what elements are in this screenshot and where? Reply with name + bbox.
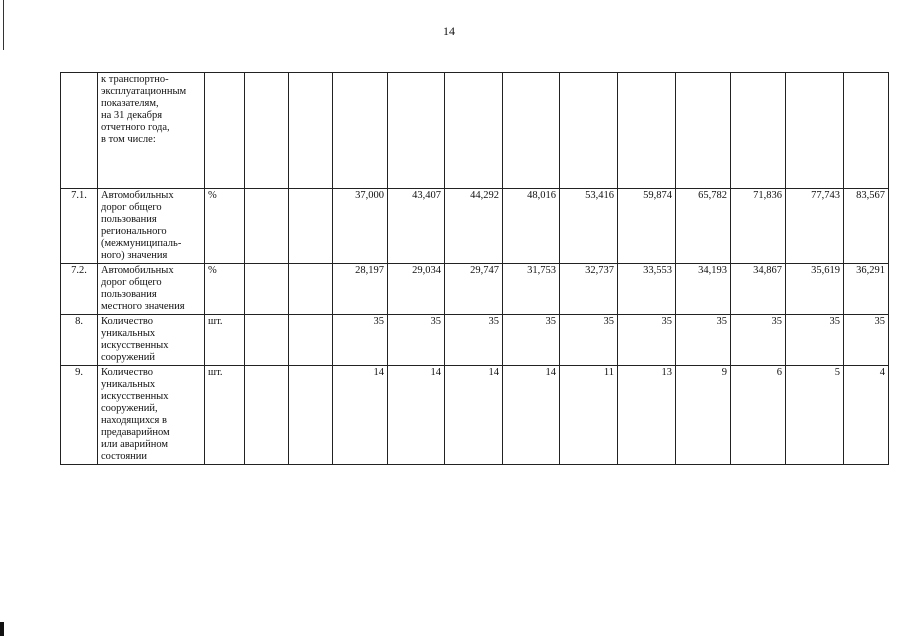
row-index-cell-text: 7.2. <box>71 265 87 276</box>
value-cell <box>289 264 333 315</box>
value-cell <box>503 189 560 264</box>
value-cell <box>786 264 844 315</box>
row-name-cell <box>98 315 205 366</box>
row-index-cell <box>61 366 98 465</box>
value-cell <box>560 315 618 366</box>
value-cell-text: 35 <box>545 316 556 327</box>
value-cell <box>289 189 333 264</box>
value-cell <box>333 315 388 366</box>
unit-cell <box>205 73 245 189</box>
row-name-cell-text: Автомобильных дорог общего пользования регионального (межмуниципаль- ного) значения <box>101 190 182 261</box>
value-cell-text: 14 <box>430 367 441 378</box>
value-cell <box>503 366 560 465</box>
value-cell <box>676 315 731 366</box>
value-cell-text: 4 <box>879 367 885 378</box>
value-cell <box>245 73 289 189</box>
unit-cell <box>205 189 245 264</box>
value-cell-text: 35 <box>716 316 727 327</box>
value-cell-text: 11 <box>603 367 614 378</box>
margin-mark <box>0 622 4 636</box>
value-cell-text: 43,407 <box>412 190 441 201</box>
value-cell <box>445 366 503 465</box>
value-cell-text: 71,836 <box>753 190 782 201</box>
value-cell-text: 37,000 <box>355 190 384 201</box>
value-cell-text: 35 <box>661 316 672 327</box>
table-row <box>61 315 889 366</box>
value-cell-text: 6 <box>776 367 782 378</box>
value-cell <box>333 264 388 315</box>
value-cell-text: 35 <box>874 316 885 327</box>
value-cell <box>388 73 445 189</box>
value-cell <box>388 315 445 366</box>
value-cell <box>786 189 844 264</box>
value-cell <box>731 73 786 189</box>
value-cell-text: 5 <box>834 367 840 378</box>
value-cell <box>289 315 333 366</box>
value-cell <box>503 264 560 315</box>
value-cell <box>388 264 445 315</box>
value-cell <box>786 366 844 465</box>
value-cell <box>786 315 844 366</box>
value-cell <box>844 264 889 315</box>
unit-cell-text: % <box>208 190 217 201</box>
unit-cell <box>205 315 245 366</box>
value-cell <box>560 264 618 315</box>
value-cell <box>618 366 676 465</box>
table-row <box>61 366 889 465</box>
value-cell-text: 83,567 <box>856 190 885 201</box>
value-cell-text: 9 <box>721 367 727 378</box>
value-cell-text: 28,197 <box>355 265 384 276</box>
value-cell <box>388 366 445 465</box>
value-cell <box>618 73 676 189</box>
row-name-cell-text: Количество уникальных искусственных сооружений <box>101 316 169 363</box>
value-cell <box>618 264 676 315</box>
row-index-cell <box>61 264 98 315</box>
value-cell <box>731 264 786 315</box>
value-cell-text: 35 <box>829 316 840 327</box>
unit-cell-text: шт. <box>208 316 223 327</box>
row-name-cell <box>98 73 205 189</box>
value-cell <box>786 73 844 189</box>
value-cell <box>731 315 786 366</box>
value-cell <box>333 366 388 465</box>
value-cell <box>560 73 618 189</box>
value-cell-text: 36,291 <box>856 265 885 276</box>
value-cell-text: 35 <box>430 316 441 327</box>
value-cell-text: 77,743 <box>811 190 840 201</box>
row-index-cell <box>61 315 98 366</box>
value-cell <box>245 366 289 465</box>
value-cell <box>503 315 560 366</box>
value-cell-text: 14 <box>373 367 384 378</box>
value-cell <box>333 73 388 189</box>
row-index-cell-text: 7.1. <box>71 190 87 201</box>
value-cell <box>388 189 445 264</box>
value-cell-text: 14 <box>488 367 499 378</box>
value-cell-text: 35 <box>373 316 384 327</box>
row-name-cell <box>98 189 205 264</box>
value-cell-text: 33,553 <box>643 265 672 276</box>
value-cell-text: 34,867 <box>753 265 782 276</box>
value-cell-text: 34,193 <box>698 265 727 276</box>
unit-cell-text: % <box>208 265 217 276</box>
value-cell-text: 14 <box>545 367 556 378</box>
row-index-cell-text: 9. <box>75 367 83 378</box>
value-cell <box>333 189 388 264</box>
row-name-cell-text: Количество уникальных искусственных сооружений, находящихся в предаварийном или аварийном состоянии <box>101 367 170 462</box>
unit-cell-text: шт. <box>208 367 223 378</box>
value-cell <box>560 366 618 465</box>
page-number: 14 <box>443 24 455 38</box>
value-cell <box>844 366 889 465</box>
value-cell <box>731 366 786 465</box>
value-cell-text: 29,034 <box>412 265 441 276</box>
row-name-cell-text: Автомобильных дорог общего пользования местного значения <box>101 265 185 312</box>
value-cell-text: 32,737 <box>585 265 614 276</box>
value-cell <box>676 264 731 315</box>
value-cell <box>445 264 503 315</box>
row-name-cell-text: к транспортно- эксплуатационным показателям, на 31 декабря отчетного года, в том числе: <box>101 74 187 145</box>
row-name-cell <box>98 366 205 465</box>
unit-cell <box>205 366 245 465</box>
value-cell <box>676 189 731 264</box>
row-index-cell-text: 8. <box>75 316 83 327</box>
margin-line <box>3 0 4 50</box>
value-cell-text: 35 <box>603 316 614 327</box>
value-cell <box>245 189 289 264</box>
value-cell-text: 44,292 <box>470 190 499 201</box>
value-cell <box>289 73 333 189</box>
row-name-cell <box>98 264 205 315</box>
value-cell-text: 35 <box>488 316 499 327</box>
value-cell-text: 29,747 <box>470 265 499 276</box>
value-cell <box>618 315 676 366</box>
value-cell <box>844 73 889 189</box>
value-cell-text: 53,416 <box>585 190 614 201</box>
value-cell <box>618 189 676 264</box>
table-row <box>61 189 889 264</box>
value-cell <box>289 366 333 465</box>
table-body <box>61 73 889 465</box>
table-row <box>61 73 889 189</box>
value-cell <box>560 189 618 264</box>
value-cell-text: 35,619 <box>811 265 840 276</box>
value-cell <box>245 315 289 366</box>
value-cell <box>445 315 503 366</box>
row-index-cell <box>61 73 98 189</box>
value-cell <box>731 189 786 264</box>
indicators-table <box>60 72 889 465</box>
value-cell-text: 59,874 <box>643 190 672 201</box>
row-index-cell <box>61 189 98 264</box>
value-cell <box>245 264 289 315</box>
value-cell <box>503 73 560 189</box>
table-row <box>61 264 889 315</box>
value-cell-text: 31,753 <box>527 265 556 276</box>
value-cell-text: 35 <box>771 316 782 327</box>
value-cell-text: 65,782 <box>698 190 727 201</box>
unit-cell <box>205 264 245 315</box>
value-cell <box>445 73 503 189</box>
value-cell <box>676 73 731 189</box>
value-cell <box>844 315 889 366</box>
value-cell <box>844 189 889 264</box>
value-cell <box>676 366 731 465</box>
value-cell <box>445 189 503 264</box>
value-cell-text: 48,016 <box>527 190 556 201</box>
value-cell-text: 13 <box>661 367 672 378</box>
